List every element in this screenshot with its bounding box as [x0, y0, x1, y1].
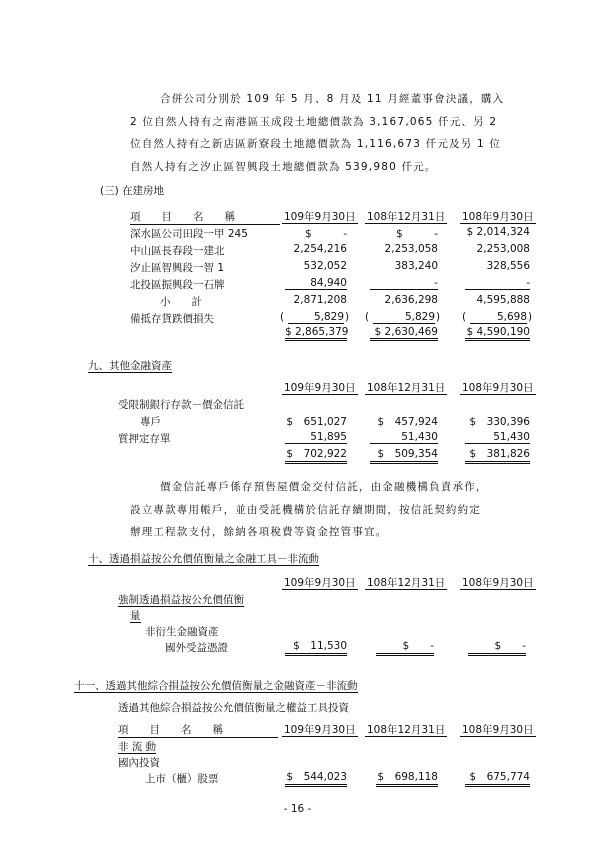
- sec3-header-name: 項 目 名 稱: [130, 209, 280, 225]
- sec3-cell: $ -: [305, 228, 347, 240]
- sec3-total: $ 4,590,190: [465, 326, 530, 341]
- sec10-header-col3: 108年9月30日: [462, 577, 534, 589]
- sec3-cell: 2,871,208: [293, 294, 347, 306]
- sec3-row-name: 小 計: [160, 296, 202, 308]
- paren-open: (: [280, 311, 285, 323]
- sec3-cell: 5,698: [470, 311, 527, 324]
- sec3-cell: -: [465, 277, 530, 290]
- sec3-cell: $ -: [396, 228, 438, 240]
- sec11-value: $ 698,118: [376, 769, 438, 787]
- sec3-header-col1: 109年9月30日: [284, 211, 356, 223]
- intro-paragraph: [130, 88, 550, 178]
- sec10-value: $ 11,530: [285, 638, 347, 656]
- sec9-row1-label-a: 受限制銀行存款－價金信託: [118, 399, 244, 411]
- sec9-header-col2: 108年12月31日: [367, 382, 446, 394]
- sec3-cell: 84,940: [285, 277, 347, 290]
- intro-line: 位自然人持有之新店區新寮段土地總價款為 1,116,673 仟元及另 1 位: [130, 138, 502, 150]
- sec11-label-b: 國內投資: [118, 757, 160, 769]
- sec3-cell: -: [370, 277, 438, 290]
- sec11-value: $ 675,774: [465, 769, 530, 787]
- sec3-row-name: 備抵存貨跌價損失: [130, 313, 214, 325]
- sec9-cell: 51,430: [370, 431, 438, 444]
- paren-close: ): [436, 311, 441, 323]
- sec9-note-line: 辦理工程款支付，餘納各項稅費等資金控管事宜。: [130, 526, 388, 538]
- sec3-cell: 2,254,216: [293, 243, 347, 255]
- sec3-cell: 4,595,888: [476, 294, 530, 306]
- sec9-note-line: 價金信託專戶係存預售屋價金交付信託，由金融機構負責承作，: [160, 481, 488, 493]
- sec9-header-col1: 109年9月30日: [284, 382, 356, 394]
- sec9-cell: $ 651,027: [286, 416, 347, 428]
- sec3-row-name: 北投區振興段一石牌: [130, 279, 225, 291]
- sec11-value: $ 544,023: [285, 769, 347, 787]
- page-number: - 16 -: [283, 803, 312, 815]
- sec9-cell: 51,430: [465, 431, 530, 444]
- sec9-total: $ 702,922: [285, 446, 347, 464]
- sec3-cell: 328,556: [486, 260, 530, 272]
- sec3-cell: 383,240: [394, 260, 438, 272]
- sec9-row2-label: 質押定存單: [118, 433, 171, 445]
- sec3-header-col2: 108年12月31日: [367, 211, 446, 223]
- sec9-header-col3: 108年9月30日: [462, 382, 534, 394]
- sec3-cell: 2,636,298: [384, 294, 438, 306]
- sec11-label-c: 上市（櫃）股票: [145, 773, 219, 785]
- sec10-label-c: 非衍生金融資產: [145, 626, 219, 638]
- sec3-cell: 5,829: [373, 311, 435, 324]
- sec9-cell: $ 330,396: [469, 416, 530, 428]
- sec10-header-col1: 109年9月30日: [284, 577, 356, 589]
- sec3-cell: 2,253,058: [384, 243, 438, 255]
- sec9-note-line: 設立專款專用帳戶，並由受託機構於信託存續期間，按信託契約約定: [130, 503, 481, 516]
- sec11-header-col2: 108年12月31日: [367, 724, 446, 736]
- sec10-label-b: 量: [130, 610, 141, 622]
- intro-line: 合併公司分別於 109 年 5 月、8 月及 11 月經董事會決議，購入: [160, 93, 505, 105]
- sec10-header-col2: 108年12月31日: [367, 577, 446, 589]
- sec9-cell: $ 457,924: [377, 416, 438, 428]
- sec3-row-name: 汐止區智興段一智 1: [130, 262, 225, 274]
- sec3-cell: 2,253,008: [476, 243, 530, 255]
- sec9-total: $ 381,826: [465, 446, 530, 464]
- sec9-title: 九、其他金融資產: [88, 360, 172, 372]
- paren-close: ): [345, 311, 350, 323]
- sec3-header-col3: 108年9月30日: [462, 211, 534, 223]
- intro-line: 自然人持有之汐止區智興段土地總價款為 539,980 仟元。: [130, 160, 437, 173]
- sec11-header-col3: 108年9月30日: [462, 724, 534, 736]
- sec3-title: (三) 在建房地: [100, 185, 165, 197]
- sec3-cell: 5,829: [288, 311, 344, 324]
- intro-line: 2 位自然人持有之南港區玉成段土地總價款為 3,167,065 仟元、另 2: [130, 115, 498, 128]
- sec11-label-a: 非 流 動: [118, 741, 157, 753]
- sec10-label-a: 強制透過損益按公允價值衡: [118, 594, 244, 606]
- sec3-cell: 532,052: [303, 260, 347, 272]
- sec9-row1-label-b: 專戶: [140, 416, 161, 428]
- sec11-subtitle: 透過其他綜合損益按公允價值衡量之權益工具投資: [118, 702, 349, 714]
- sec9-cell: 51,895: [285, 431, 347, 444]
- sec10-value: $ -: [468, 638, 526, 656]
- paren-close: ): [528, 311, 533, 323]
- paren-open: (: [365, 311, 370, 323]
- sec10-title: 十、透過損益按公允價值衡量之金融工具－非流動: [88, 553, 319, 565]
- sec10-label-d: 國外受益憑證: [165, 642, 228, 654]
- sec10-value: $ -: [376, 638, 434, 656]
- paren-open: (: [462, 311, 467, 323]
- sec11-header-col1: 109年9月30日: [284, 724, 356, 736]
- sec11-title: 十一、透過其他綜合損益按公允價值衡量之金融資產－非流動: [74, 680, 358, 692]
- sec9-note: [130, 476, 562, 544]
- sec3-row-name: 深水區公司田段一甲 245: [130, 228, 248, 240]
- sec3-cell: $ 2,014,324: [466, 226, 530, 238]
- sec3-total: $ 2,865,379: [285, 326, 347, 341]
- sec9-total: $ 509,354: [370, 446, 438, 464]
- sec11-header-name: 項 目 名 稱: [118, 722, 278, 738]
- sec3-row-name: 中山區長春段一建北: [130, 245, 225, 257]
- sec3-total: $ 2,630,469: [370, 326, 438, 341]
